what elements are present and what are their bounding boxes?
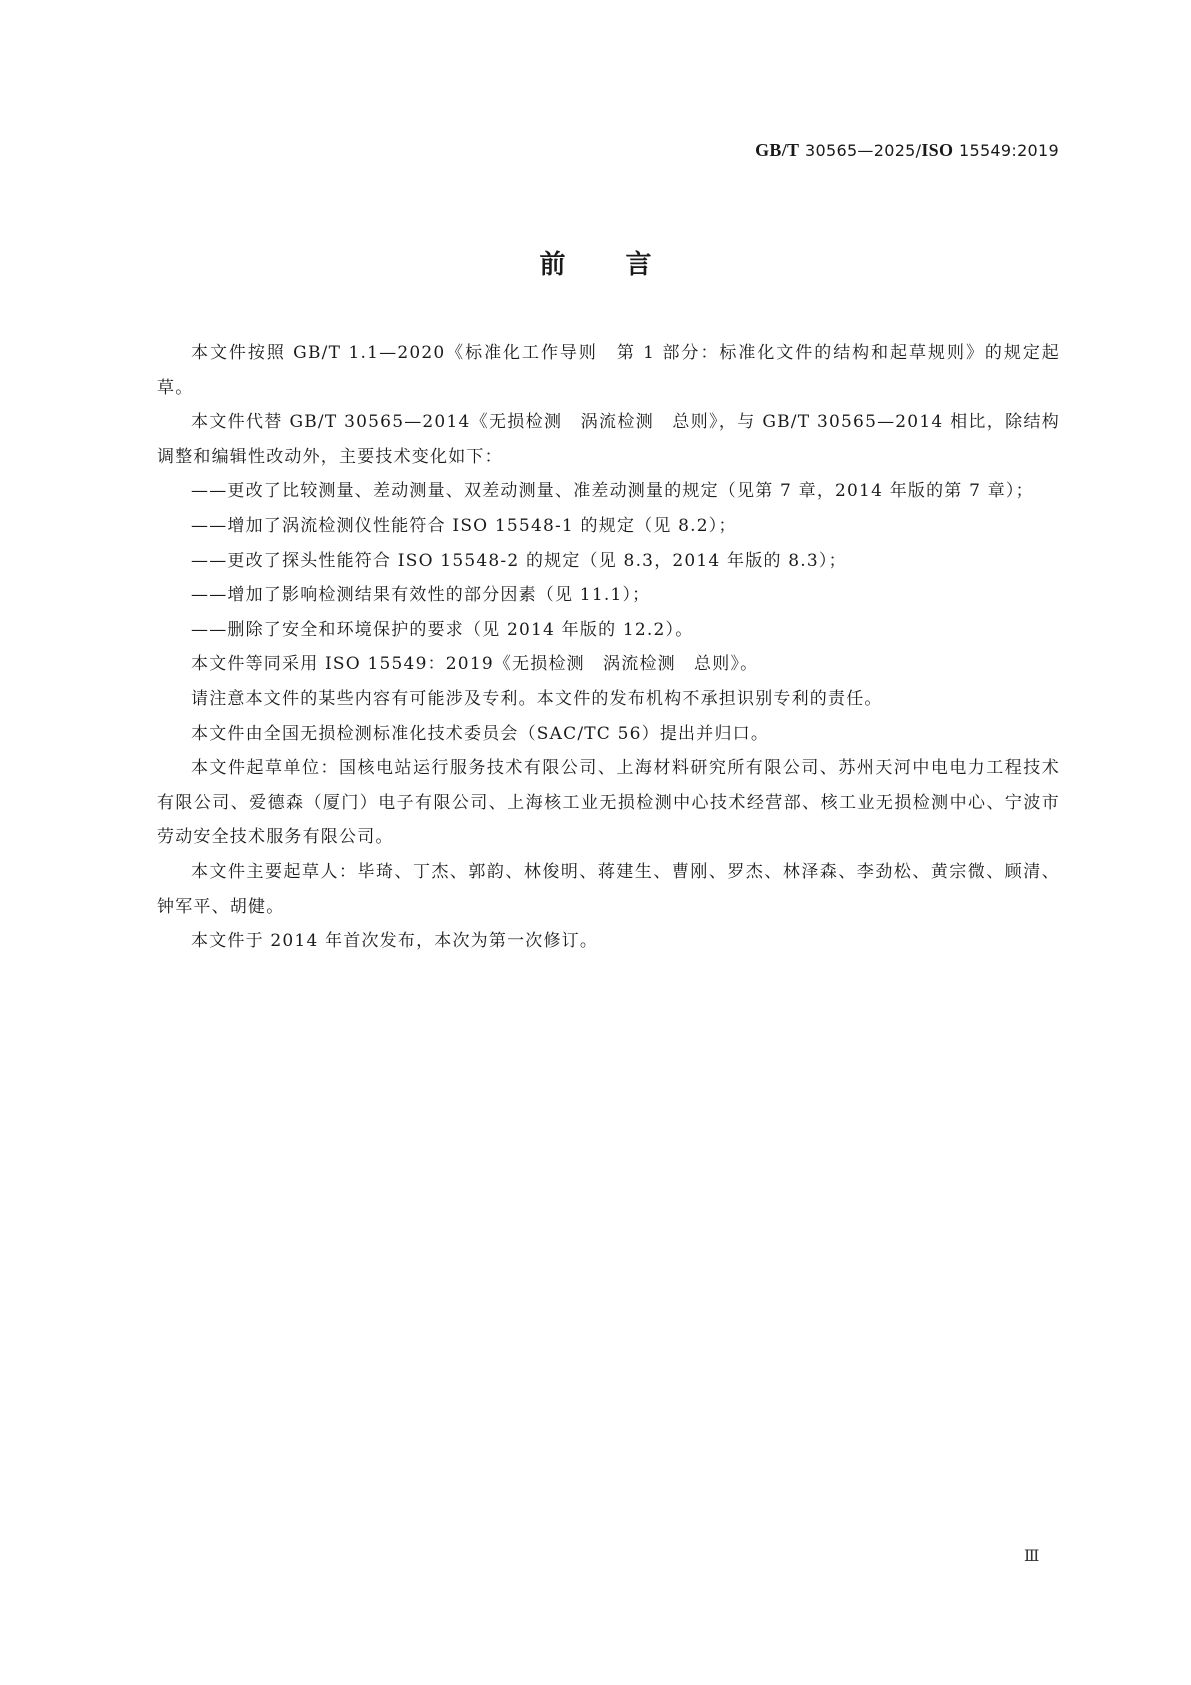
paragraph-drafters: 本文件主要起草人：毕琦、丁杰、郭韵、林俊明、蒋建生、曹刚、罗杰、林泽森、李劲松、黄宗微、顾清、钟军平、胡健。 [157, 861, 1060, 917]
change-item: ——增加了涡流检测仪性能符合 ISO 15548-1 的规定（见 8.2）； [191, 515, 737, 536]
iso-prefix: ISO [921, 140, 954, 160]
foreword-body [157, 336, 1060, 959]
page-number: Ⅲ [1024, 1546, 1040, 1565]
paragraph-history: 本文件于 2014 年首次发布，本次为第一次修订。 [191, 931, 599, 952]
paragraph-committee: 本文件由全国无损检测标准化技术委员会（SAC/TC 56）提出并归口。 [191, 723, 770, 744]
paragraph-drafting-rules: 本文件按照 GB/T 1.1—2020《标准化工作导则 第 1 部分：标准化文件的结构和起草规则》的规定起草。 [157, 343, 1060, 398]
paragraph-drafting-units: 本文件起草单位：国核电站运行服务技术有限公司、上海材料研究所有限公司、苏州天河中电电力工程技术有限公司、爱德森（厦门）电子有限公司、上海核工业无损检测中心技术经营部、核工业无损检测中心、宁波市劳动安全技术服务有限公司。 [157, 758, 1060, 848]
paragraph-adoption: 本文件等同采用 ISO 15549：2019《无损检测 涡流检测 总则》。 [191, 654, 759, 675]
paragraph-patent-notice: 请注意本文件的某些内容有可能涉及专利。本文件的发布机构不承担识别专利的责任。 [191, 688, 883, 709]
page-title: 前言 [539, 250, 712, 280]
change-item: ——增加了影响检测结果有效性的部分因素（见 11.1）； [191, 585, 651, 606]
change-item: ——删除了安全和环境保护的要求（见 2014 年版的 12.2）。 [191, 619, 694, 640]
iso-number: 15549:2019 [958, 141, 1059, 160]
paragraph-replacement: 本文件代替 GB/T 30565—2014《无损检测 涡流检测 总则》，与 GB/T 30565—2014 相比，除结构调整和编辑性改动外，主要技术变化如下： [157, 412, 1060, 467]
std-number: 30565—2025/ [805, 141, 922, 160]
change-item: ——更改了比较测量、差动测量、双差动测量、准差动测量的规定（见第 7 章，2014 年版的第 7 章）； [191, 481, 1034, 502]
document-header [755, 140, 1059, 161]
change-item: ——更改了探头性能符合 ISO 15548-2 的规定（见 8.3，2014 年版的 8.3）； [191, 550, 847, 571]
std-prefix: GB/T [755, 140, 800, 160]
